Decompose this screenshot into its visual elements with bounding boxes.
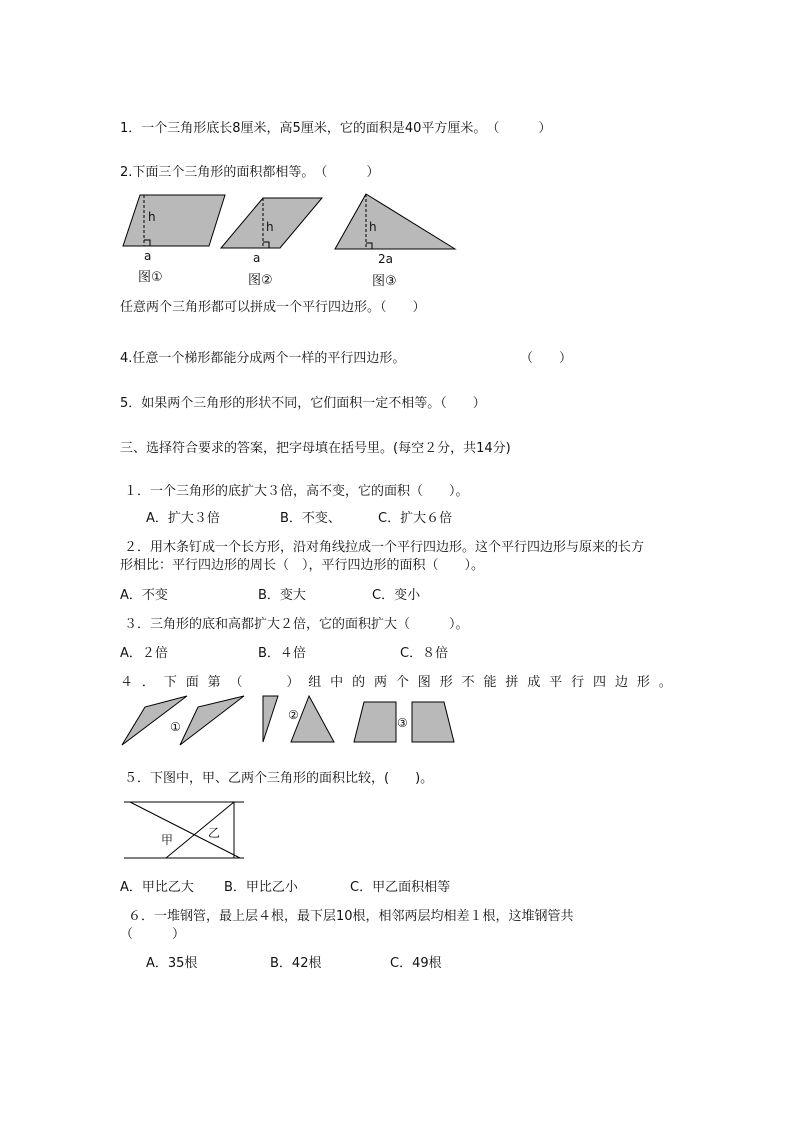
figure1-caption: 图① xyxy=(138,270,163,285)
q5-option-a: A．甲比乙大 xyxy=(120,880,194,895)
q1-option-c: C．扩大６倍 xyxy=(378,511,453,526)
q1-option-b: B．不变、 xyxy=(280,511,341,526)
judge-question-5: 5．如果两个三角形的形状不同，它们面积一定不相等。（ ） xyxy=(120,396,486,411)
q6-option-b: B．42根 xyxy=(270,956,322,971)
q4-label-1: ① xyxy=(170,720,181,734)
choice-question-1: １．一个三角形的底扩大３倍，高不变，它的面积（ ）。 xyxy=(124,484,469,499)
choice-question-5: ５．下图中，甲、乙两个三角形的面积比较，( )。 xyxy=(124,771,434,786)
figure2-caption: 图② xyxy=(248,273,273,288)
q3-option-c: C．８倍 xyxy=(400,646,449,661)
q5-label-jia: 甲 xyxy=(161,833,174,847)
judge-question-4-paren: （ ） xyxy=(520,351,573,366)
figure1-height-label: h xyxy=(148,210,156,224)
q4-shape-group-1 xyxy=(120,694,248,748)
q5-option-c: C．甲乙面积相等 xyxy=(350,880,451,895)
q5-label-yi: 乙 xyxy=(208,826,221,840)
choice-question-6-line1: ６．一堆钢管，最上层４根，最下层10根，相邻两层均相差１根，这堆钢管共 xyxy=(128,909,574,924)
choice-question-4: ４ ． 下 面 第 （ ） 组 中 的 两 个 图 形 不 能 拼 成 平 行 四 边 形 。 xyxy=(120,675,672,690)
q1-option-a: A．扩大３倍 xyxy=(146,511,220,526)
figure-triangle-3 xyxy=(334,193,458,251)
figure2-base-label: a xyxy=(253,251,261,265)
q2-option-c: C．变小 xyxy=(372,588,421,603)
q6-option-c: C．49根 xyxy=(390,956,442,971)
choice-question-2-line1: ２．用木条钉成一个长方形，沿对角线拉成一个平行四边形。这个平行四边形与原来的长方 xyxy=(124,540,645,555)
figure3-height-label: h xyxy=(369,220,377,234)
figure1-base-label: a xyxy=(144,249,152,263)
q3-option-a: A．２倍 xyxy=(120,646,168,661)
figure3-base-label: 2a xyxy=(378,252,393,266)
judge-question-4: 4.任意一个梯形都能分成两个一样的平行四边形。 xyxy=(120,351,406,366)
choice-question-6-line2: （ ） xyxy=(120,927,186,942)
choice-question-3: ３．三角形的底和高都扩大２倍，它的面积扩大（ ）。 xyxy=(124,617,469,632)
choice-question-2-line2: 形相比：平行四边形的周长（ ），平行四边形的面积（ ）。 xyxy=(120,558,485,573)
judge-question-3: 任意两个三角形都可以拼成一个平行四边形。（ ） xyxy=(120,300,426,315)
q4-label-3: ③ xyxy=(397,716,408,730)
q4-label-2: ② xyxy=(288,708,299,722)
q6-option-a: A．35根 xyxy=(146,956,198,971)
q3-option-b: B．４倍 xyxy=(258,646,306,661)
figure3-caption: 图③ xyxy=(372,274,397,289)
section3-heading: 三、选择符合要求的答案，把字母填在括号里。(每空２分，共14分) xyxy=(120,441,511,456)
figure-parallelogram-1 xyxy=(122,194,226,249)
figure2-height-label: h xyxy=(266,220,274,234)
q5-option-b: B．甲比乙小 xyxy=(224,880,298,895)
judge-question-1: 1．一个三角形底长8厘米，高5厘米，它的面积是40平方厘米。 （ ） xyxy=(120,121,552,136)
q2-option-a: A．不变 xyxy=(120,588,168,603)
q4-shape-group-2 xyxy=(261,694,337,746)
q5-triangle-figure xyxy=(122,800,246,862)
judge-question-2: 2.下面三个三角形的面积都相等。 （ ） xyxy=(120,165,380,180)
q2-option-b: B．变大 xyxy=(258,588,306,603)
